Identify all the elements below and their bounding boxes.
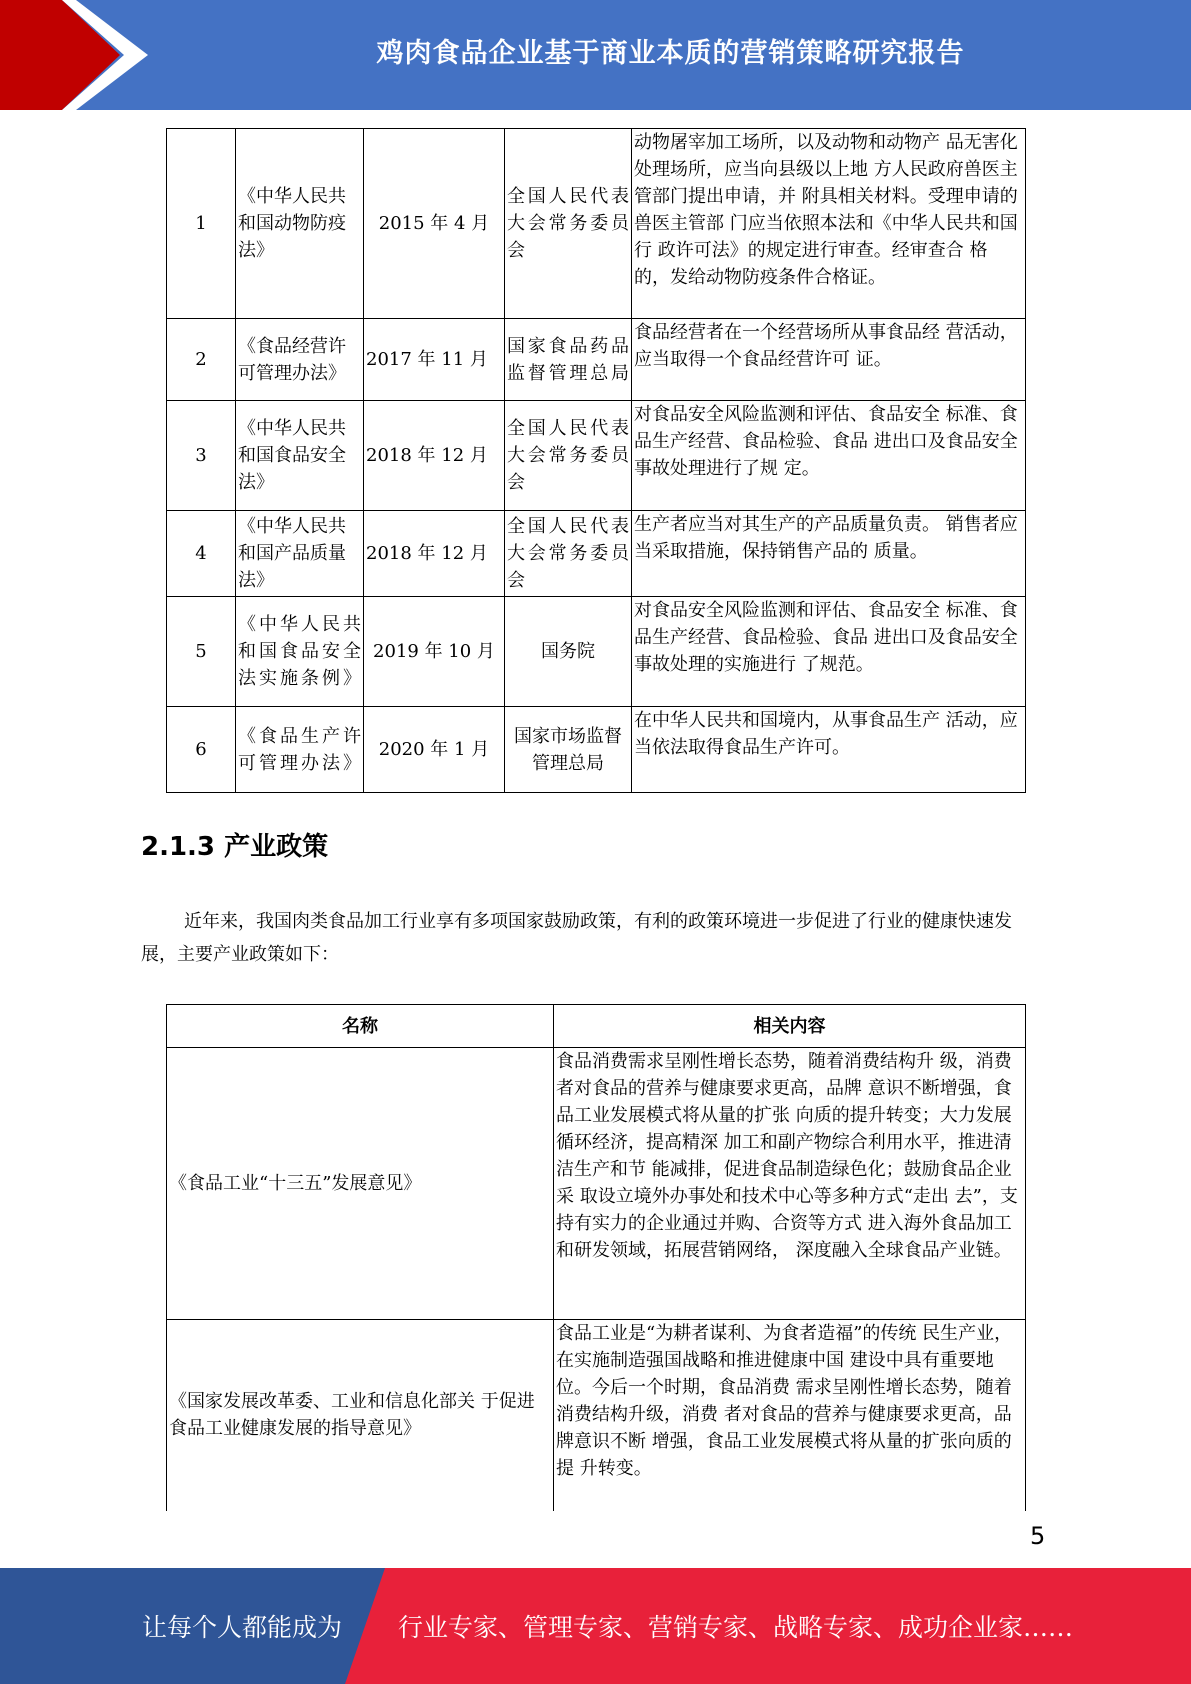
law-issuer: 国务院 bbox=[505, 597, 632, 707]
law-name: 《中华人民共和国食品安全法实施条例》 bbox=[236, 597, 364, 707]
table-row bbox=[167, 707, 1026, 793]
header-arrow-decoration bbox=[0, 0, 160, 110]
row-number: 2 bbox=[167, 319, 236, 401]
policy-name: 《国家发展改革委、工业和信息化部关 于促进食品工业健康发展的指导意见》 bbox=[167, 1320, 554, 1511]
footer-slogan-left: 让每个人都能成为 bbox=[142, 1613, 343, 1642]
law-date: 2019 年 10 月 bbox=[364, 597, 505, 707]
table-row bbox=[167, 1320, 1026, 1511]
page-number: 5 bbox=[1030, 1522, 1046, 1550]
column-header-name: 名称 bbox=[167, 1005, 554, 1048]
section-heading: 2.1.3 产业政策 bbox=[141, 832, 329, 862]
law-name: 《食品生产许可管理办法》 bbox=[236, 707, 364, 793]
policy-content: 食品工业是“为耕者谋利、为食者造福”的传统 民生产业，在实施制造强国战略和推进健康中国 建设中具有重要地位。今后一个时期，食品消费 需求呈刚性增长态势，随着消费结构升级，消费 者对食品的营养与健康要求更高，品牌意识不断 增强，食品工业发展模式将从量的扩张向质的提 升转变。 bbox=[554, 1320, 1026, 1511]
table-row bbox=[167, 129, 1026, 319]
law-issuer: 全国人民代表大会常务委员会 bbox=[505, 129, 632, 319]
table-row bbox=[167, 597, 1026, 707]
law-content: 食品经营者在一个经营场所从事食品经 营活动，应当取得一个食品经营许可 证。 bbox=[632, 319, 1026, 401]
page-header bbox=[0, 0, 1191, 110]
law-issuer: 全国人民代表大会常务委员会 bbox=[505, 511, 632, 597]
law-date: 2017 年 11 月 bbox=[364, 319, 505, 401]
table-row bbox=[167, 511, 1026, 597]
page-footer bbox=[0, 1568, 1191, 1684]
law-date: 2020 年 1 月 bbox=[364, 707, 505, 793]
footer-slogan-right: 行业专家、管理专家、营销专家、战略专家、成功企业家…… bbox=[398, 1613, 1074, 1642]
law-date: 2018 年 12 月 bbox=[364, 511, 505, 597]
law-name: 《中华人民共和国动物防疫法》 bbox=[236, 129, 364, 319]
law-content: 在中华人民共和国境内，从事食品生产 活动，应当依法取得食品生产许可。 bbox=[632, 707, 1026, 793]
row-number: 3 bbox=[167, 401, 236, 511]
report-title: 鸡肉食品企业基于商业本质的营销策略研究报告 bbox=[376, 37, 965, 69]
law-name: 《中华人民共和国食品安全法》 bbox=[236, 401, 364, 511]
table-row bbox=[167, 319, 1026, 401]
table-row bbox=[167, 401, 1026, 511]
law-date: 2015 年 4 月 bbox=[364, 129, 505, 319]
column-header-content: 相关内容 bbox=[554, 1005, 1026, 1048]
law-content: 对食品安全风险监测和评估、食品安全 标准、食品生产经营、食品检验、食品 进出口及食品安全事故处理进行了规 定。 bbox=[632, 401, 1026, 511]
row-number: 1 bbox=[167, 129, 236, 319]
policy-name: 《食品工业“十三五”发展意见》 bbox=[167, 1048, 554, 1320]
law-issuer: 国家市场监督管理总局 bbox=[505, 707, 632, 793]
law-content: 动物屠宰加工场所，以及动物和动物产 品无害化处理场所，应当向县级以上地 方人民政府兽医主管部门提出申请，并 附具相关材料。受理申请的兽医主管部 门应当依照本法和《中华人民共和国行 政许可法》的规定进行审查。经审查合 格的，发给动物防疫条件合格证。 bbox=[632, 129, 1026, 319]
table-row bbox=[167, 1048, 1026, 1320]
law-date: 2018 年 12 月 bbox=[364, 401, 505, 511]
row-number: 6 bbox=[167, 707, 236, 793]
policy-table bbox=[166, 1004, 1026, 1511]
law-table bbox=[166, 128, 1026, 793]
law-issuer: 全国人民代表大会常务委员会 bbox=[505, 401, 632, 511]
law-name: 《中华人民共和国产品质量法》 bbox=[236, 511, 364, 597]
policy-content: 食品消费需求呈刚性增长态势，随着消费结构升 级，消费者对食品的营养与健康要求更高，品牌 意识不断增强，食品工业发展模式将从量的扩张 向质的提升转变；大力发展循环经济，提高精深 加工和副产物综合利用水平，推进清洁生产和节 能减排，促进食品制造绿色化；鼓励食品企业采 取设立境外办事处和技术中心等多种方式“走出 去”，支持有实力的企业通过并购、合资等方式 进入海外食品加工和研发领域，拓展营销网络， 深度融入全球食品产业链。 bbox=[554, 1048, 1026, 1320]
law-content: 对食品安全风险监测和评估、食品安全 标准、食品生产经营、食品检验、食品 进出口及食品安全事故处理的实施进行 了规范。 bbox=[632, 597, 1026, 707]
row-number: 5 bbox=[167, 597, 236, 707]
row-number: 4 bbox=[167, 511, 236, 597]
section-paragraph: 近年来，我国肉类食品加工行业享有多项国家鼓励政策，有利的政策环境进一步促进了行业的健康快速发展，主要产业政策如下： bbox=[141, 911, 1012, 965]
law-issuer: 国家食品药品监督管理总局 bbox=[505, 319, 632, 401]
law-content: 生产者应当对其生产的产品质量负责。 销售者应当采取措施，保持销售产品的 质量。 bbox=[632, 511, 1026, 597]
table-header-row bbox=[167, 1005, 1026, 1048]
law-name: 《食品经营许可管理办法》 bbox=[236, 319, 364, 401]
